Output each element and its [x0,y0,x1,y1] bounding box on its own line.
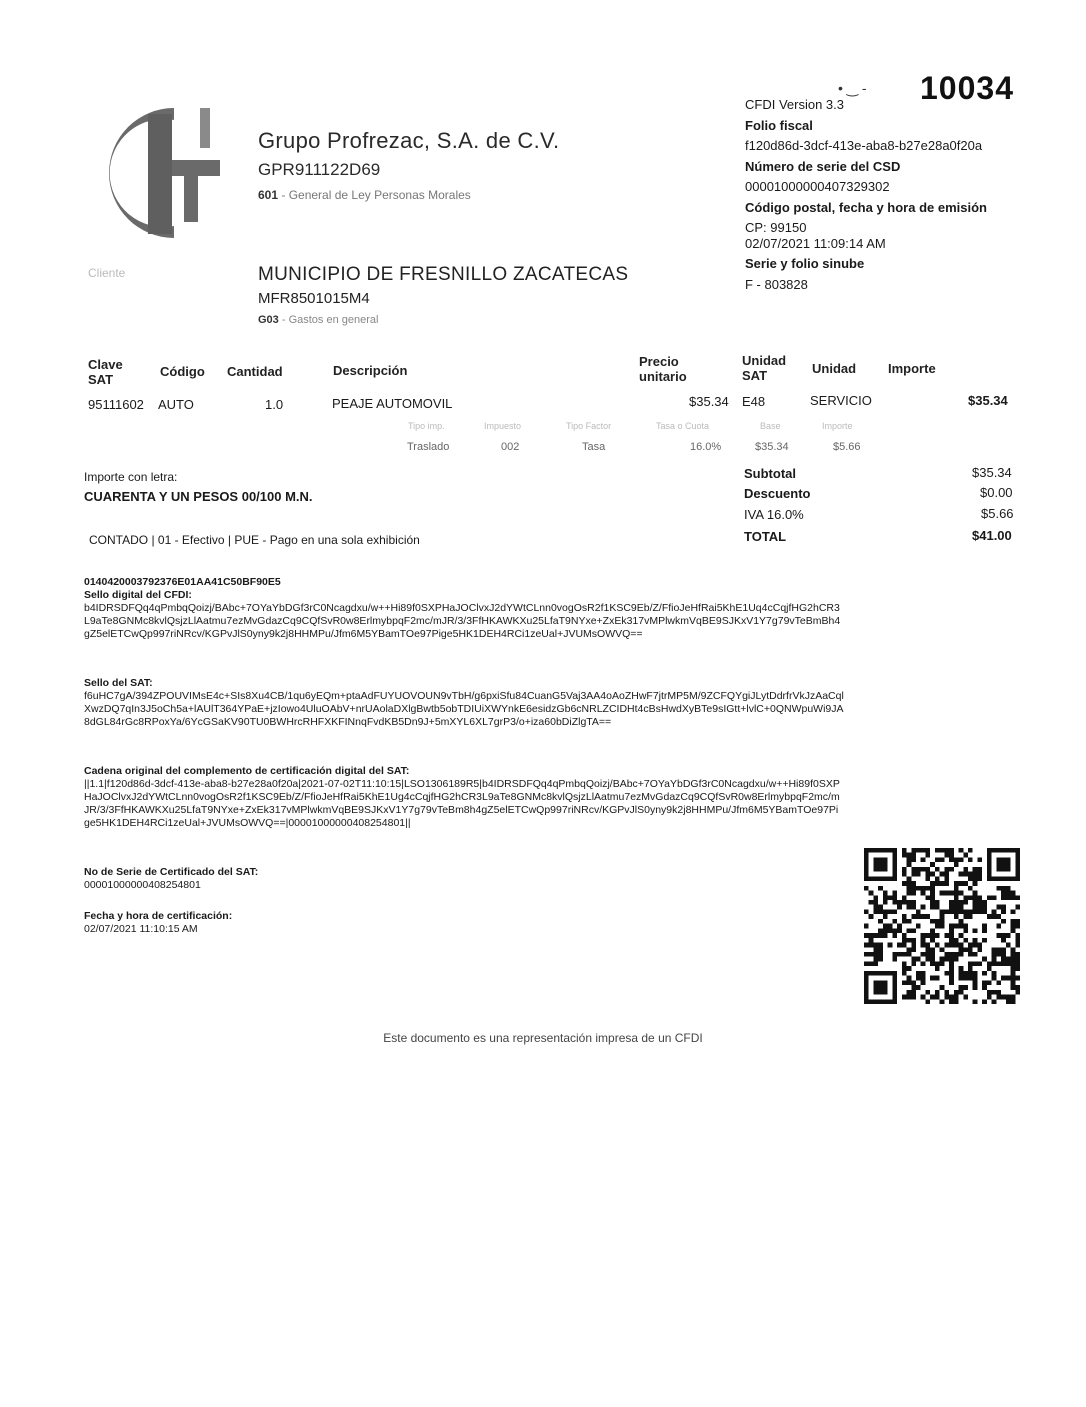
row-cantidad: 1.0 [265,397,284,412]
cfdi-seal-section [84,576,844,641]
row-unidad: SERVICIO [810,393,872,408]
descuento-value: $0.00 [980,485,1013,500]
tax-factor: Tasa [582,441,606,453]
header-importe: Importe [888,361,936,376]
header-unidad-sat: Unidad SAT [742,353,787,383]
header-clave-sat: Clave SAT [88,357,123,387]
emission-label: Código postal, fecha y hora de emisión [745,199,987,215]
cert-date-label: Fecha y hora de certificación: [84,910,233,922]
client-use-desc: - Gastos en general [278,314,379,326]
header-cantidad: Cantidad [227,364,283,379]
tax-header-base: Base [760,421,781,431]
amount-words-label: Importe con letra: [84,470,178,484]
client-name: MUNICIPIO DE FRESNILLO ZACATECAS [258,264,629,285]
cert-section [84,866,844,936]
row-precio-unitario: $35.34 [689,394,729,409]
tax-header-tasa: Tasa o Cuota [656,421,710,431]
row-codigo: AUTO [158,397,194,412]
row-importe: $35.34 [968,393,1008,408]
sat-seal-section [84,677,844,729]
qr-code [864,848,1020,1004]
postal-code: CP: 99150 [745,220,807,235]
barcode-text: 0140420003792376E01AA41C50BF90E5 [84,576,281,588]
cfdi-version: CFDI Version 3.3 [745,97,844,112]
folio-fiscal: f120d86d-3dcf-413e-aba8-b27e28a0f20a [745,138,983,153]
total-value: $41.00 [972,528,1012,543]
header-unidad: Unidad [812,361,857,376]
folio-number: 10034 [920,70,1014,106]
tax-header-impuesto: Impuesto [484,421,522,431]
tax-tasa: 16.0% [690,441,722,453]
tax-header-factor: Tipo Factor [566,421,612,431]
total-label: TOTAL [744,529,787,544]
payment-line: CONTADO | 01 - Efectivo | PUE - Pago en una sola exhibición [89,533,420,547]
sinube-value: F - 803828 [745,276,808,292]
tax-header-tipo: Tipo imp. [408,421,445,431]
iva-value: $5.66 [981,506,1014,521]
issuer-regime [258,188,471,202]
tax-header-importe: Importe [822,421,853,431]
client-use-code: G03 [258,314,279,326]
cert-date: 02/07/2021 11:10:15 AM [84,923,198,935]
fiscal-info-panel [745,95,1045,295]
chain-section [84,765,844,830]
tax-impuesto: 002 [501,441,520,453]
company-logo [88,98,238,248]
csd-serial: 00001000000407329302 [745,179,890,194]
tax-tipo: Traslado [407,441,450,453]
header-codigo: Código [160,364,205,379]
cfdi-seal: b4IDRSDFQq4qPmbqQoizj/BAbc+7OYaYbDGf3rC0Ncagdxu/w++Hi89f0SXPHaJOClvxJ2dYWtCLnn0vogOsR2f1KSC9Eb/Z/FfioJeHfRai5KhE1Uq4cCqjfHG2hCR3L9aTe8GNMc8kvlQsjzLlAatmu7ezMvGdazCq9CQfSvR0w8ErlmybpqF2mc/mJR/3/3FfHKAWKXu25LfaT9NYxe+ZxEk317vMPlwkmVqBE9SJKxV1Y7g79vTeBmBh4gZ5elETCwQp997riNRcv/KGPvJlS0yny9k2j8HHMPu/Jfm6M5YBamTOe97Pige5HK1DEH4RCi1zeUal+JVUMsOWVQ== [84,602,841,640]
cert-number: 00001000000408254801 [84,879,201,891]
header-descripcion: Descripción [333,363,408,378]
row-descripcion: PEAJE AUTOMOVIL [332,396,453,411]
cfdi-seal-label: Sello digital del CFDI: [84,589,192,601]
client-label: Cliente [88,266,126,280]
client-cfdi-use [258,314,378,326]
chain-label: Cadena original del complemento de certificación digital del SAT: [84,765,410,777]
folio-fiscal-label: Folio fiscal [745,117,813,133]
cert-number-label: No de Serie de Certificado del SAT: [84,866,259,878]
emission-datetime: 02/07/2021 11:09:14 AM [745,236,886,251]
sat-seal-label: Sello del SAT: [84,677,153,689]
sat-seal: f6uHC7gA/394ZPOUVIMsE4c+SIs8Xu4CB/1qu6yEQm+ptaAdFUYUOVOUN9vTbH/g6pxiSfu84CuanG5Vaj3AA4oAoZHwF7jtrMP5M/9ZCFQYgiJLytDdrfrVkJzAaCqlXwzDQ7qIn3J5oCh5a+lAUlT364YPaE+jzIowo4UluOAbV+nrUAolaDXlgBwtb5obTDIUiXWYnkE6esidzGb6cNRLZCIDHt4cBsHwdXyBTe9sIGtt+lvlC+0QNWpuWi9JA8dGL84rGc8RPoxYa/6YcGSaKV90TU0BWHrcRHFXKFINnqFvdKB5Dn9J+5mXYL6XL7grP3/o+iza60bDiZlgTA== [84,690,844,728]
handwritten-mark: • ‿ - [838,80,867,96]
row-clave-sat: 95111602 [88,397,144,412]
issuer-name: Grupo Profrezac, S.A. de C.V. [258,128,560,153]
tax-base: $35.34 [755,441,789,453]
iva-label: IVA 16.0% [744,507,804,522]
issuer-regime-desc: - General de Ley Personas Morales [278,188,471,202]
footer-note: Este documento es una representación impresa de un CFDI [383,1031,703,1045]
issuer-regime-code: 601 [258,188,279,202]
csd-serial-label: Número de serie del CSD [745,158,901,174]
descuento-label: Descuento [744,486,811,501]
tax-importe: $5.66 [833,441,861,453]
issuer-rfc: GPR911122D69 [258,160,381,179]
header-precio-unitario: Precio unitario [639,354,687,384]
chain-string: ||1.1|f120d86d-3dcf-413e-aba8-b27e28a0f20a|2021-07-02T11:10:15|LSO1306189R5|b4IDRSDFQq4qPmbqQoizj/BAbc+7OYaYbDGf3rC0Ncagdxu/w++Hi89f0SXPHaJOClvxJ2dYWtCLnn0vogOsR2f1KSC9Eb/Z/FfioJeHfRai5KhE1Ug4cCqjfHG2hCR3L9aTe8GNMc8kvlQsjzLlAatmu7ezMvGdazCq9CQfSvR0w8ErlmybpqF2mc/mJR/3/3FfHKAWKXu25LfaT9NYxe+ZxEk317vMPlwkmVqBE9SJKxV1Y7g79vTeBm8h4gZ5elETCwQp997riNRcv/KGPvJlS0yny9k2j8HHMPu/Jfm6M5YBamTOe97Pige5HK1DEH4RCi1zeUal+JVUMsOWVQ==|00001000000408254801|| [84,778,840,829]
subtotal-value: $35.34 [972,465,1012,480]
client-rfc: MFR8501015M4 [258,290,370,307]
sinube-label: Serie y folio sinube [745,256,865,271]
row-unidad-sat: E48 [742,394,766,409]
amount-words: CUARENTA Y UN PESOS 00/100 M.N. [84,489,313,504]
subtotal-label: Subtotal [744,466,796,481]
